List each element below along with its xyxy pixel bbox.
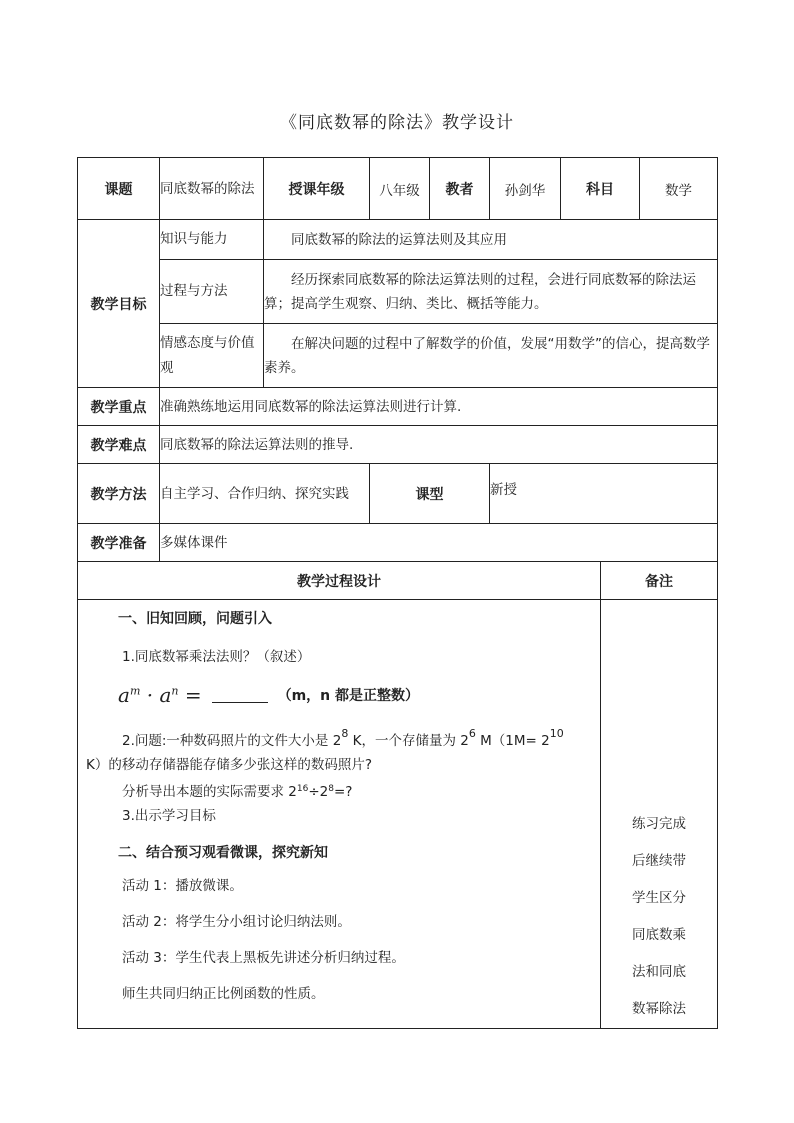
process-content [78, 600, 601, 1029]
method-label: 教学方法 [78, 464, 160, 524]
prep-label: 教学准备 [78, 524, 160, 562]
note-header: 备注 [601, 562, 718, 600]
objective-row [78, 324, 718, 388]
objectives-label: 教学目标 [78, 220, 160, 388]
prep-row [78, 524, 718, 562]
activity-2: 活动 2：将学生分小组讨论归纳法则。 [122, 914, 351, 930]
grade-value: 八年级 [370, 158, 430, 220]
formula-expression: $a^m \cdot a^n$ = [118, 683, 202, 707]
method-row [78, 464, 718, 524]
process-header: 教学过程设计 [78, 562, 601, 600]
course-label: 科目 [561, 158, 640, 220]
objective-name: 知识与能力 [160, 220, 264, 260]
formula-condition: （m，n 都是正整数） [277, 688, 420, 704]
subject-value: 同底数幂的除法 [160, 158, 264, 220]
process-row [78, 600, 718, 1029]
course-value: 数学 [640, 158, 718, 220]
page-title: 《同底数幂的除法》教学设计 [280, 113, 514, 133]
objective-name: 情感态度与价值观 [160, 324, 264, 388]
summary-line: 师生共同归纳正比例函数的性质。 [122, 986, 325, 1002]
question-2: 2.问题:一种数码照片的文件大小是 $2^8$ K，一个存储量为 $2^6$ $M(1M= 2^{10}$ [122, 727, 564, 749]
activity-3: 活动 3：学生代表上黑板先讲述分析归纳过程。 [122, 950, 405, 966]
prep-text: 多媒体课件 [160, 524, 718, 562]
teacher-label: 教者 [430, 158, 490, 220]
note-text: 练习完成后继续带学生区分同底数乘法和同底数幂除法 [632, 816, 686, 1017]
difficulty-text: 同底数幂的除法运算法则的推导. [160, 426, 718, 464]
lesson-type-value: 新授 [490, 464, 718, 524]
key-point-text: 准确熟练地运用同底数幂的除法运算法则进行计算. [160, 388, 718, 426]
lesson-plan-table [77, 157, 718, 1029]
section-heading: 一、旧知回顾，问题引入 [118, 611, 272, 627]
grade-label: 授课年级 [264, 158, 370, 220]
analysis-line: 分析导出本题的实际需要求 $2^{16}\div 2^8=$? [122, 784, 353, 800]
method-text: 自主学习、合作归纳、探究实践 [160, 464, 370, 524]
header-row [78, 158, 718, 220]
objective-text: 同底数幂的除法的运算法则及其应用 [264, 220, 718, 260]
lesson-type-label: 课型 [370, 464, 490, 524]
subject-label: 课题 [78, 158, 160, 220]
objective-name: 过程与方法 [160, 260, 264, 324]
difficulty-row [78, 426, 718, 464]
objective-row [78, 220, 718, 260]
activity-1: 活动 1：播放微课。 [122, 878, 243, 894]
difficulty-label: 教学难点 [78, 426, 160, 464]
question-3: 3.出示学习目标 [122, 808, 216, 824]
key-point-row [78, 388, 718, 426]
process-header-row [78, 562, 718, 600]
question-2-continued: K）的移动存储器能存储多少张这样的数码照片? [86, 757, 373, 773]
section-heading: 二、结合预习观看微课，探究新知 [118, 845, 328, 861]
note-content [601, 600, 718, 1029]
objective-row [78, 260, 718, 324]
question-1: 1.同底数幂乘法法则？（叙述） [122, 649, 311, 665]
objective-text: 在解决问题的过程中了解数学的价值，发展“用数学”的信心，提高数学素养。 [264, 324, 718, 388]
formula-blank [212, 688, 268, 703]
multiplication-formula [86, 676, 594, 714]
teacher-value: 孙剑华 [490, 158, 561, 220]
objective-text: 经历探索同底数幂的除法运算法则的过程，会进行同底数幂的除法运算；提高学生观察、归纳、类比、概括等能力。 [264, 260, 718, 324]
key-point-label: 教学重点 [78, 388, 160, 426]
